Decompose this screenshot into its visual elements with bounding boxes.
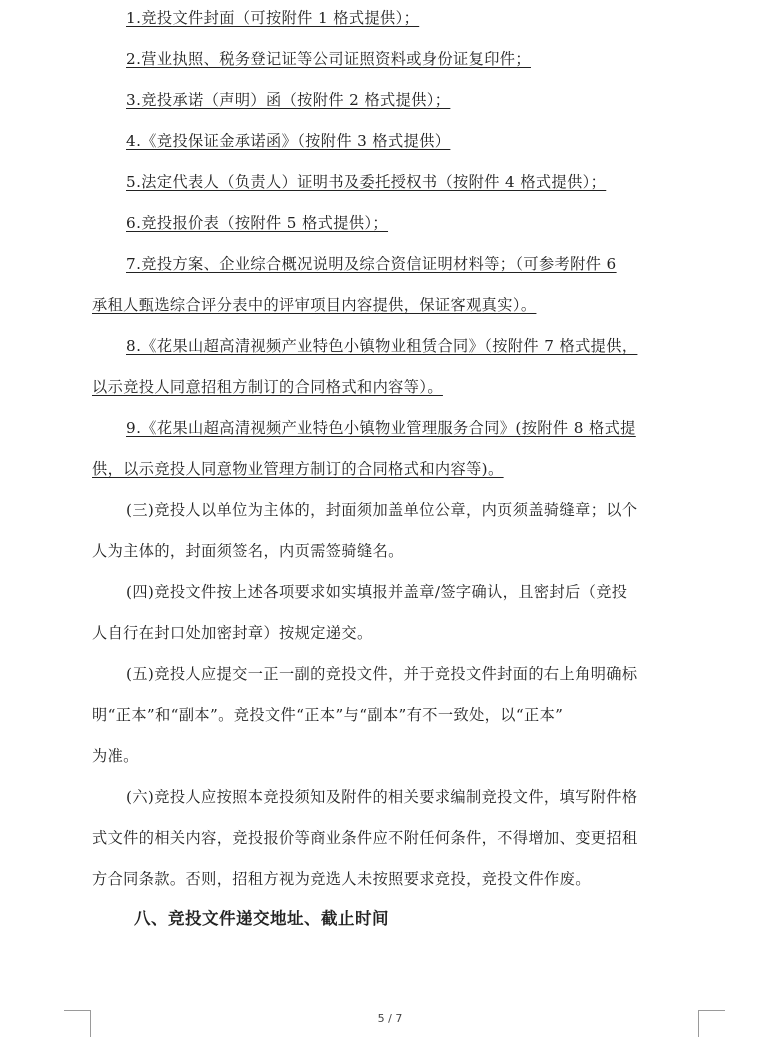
list-item-8-line-2: 以示竞投人同意招租方制订的合同格式和内容等）。	[92, 378, 443, 396]
list-item-7-line-1: 7.竞投方案、企业综合概况说明及综合资信证明材料等；（可参考附件 6	[126, 255, 617, 273]
list-item-2: 2.营业执照、税务登记证等公司证照资料或身份证复印件；	[126, 50, 531, 68]
list-item-9-line-1: 9.《花果山超高清视频产业特色小镇物业管理服务合同》(按附件 8 格式提	[126, 419, 636, 437]
paragraph-4-line-1: (四)竞投文件按上述各项要求如实填报并盖章/签字确认，且密封后（竞投	[126, 583, 628, 601]
paragraph-4-line-2: 人自行在封口处加密封章）按规定递交。	[92, 624, 373, 642]
list-item-1: 1.竞投文件封面（可按附件 1 格式提供）；	[126, 9, 420, 27]
list-item-5: 5.法定代表人（负责人）证明书及委托授权书（按附件 4 格式提供）；	[126, 173, 607, 191]
paragraph-5-line-3: 为准。	[92, 747, 139, 765]
paragraph-3-line-2: 人为主体的，封面须签名，内页需签骑缝名。	[92, 542, 404, 560]
list-item-9-line-2: 供，以示竞投人同意物业管理方制订的合同格式和内容等)。	[92, 460, 504, 478]
paragraph-5-line-2: 明“正本”和“副本”。竞投文件“正本”与“副本”有不一致处，以“正本”	[92, 706, 564, 724]
paragraph-5-line-1: (五)竞投人应提交一正一副的竞投文件，并于竞投文件封面的右上角明确标	[126, 665, 638, 683]
list-item-6: 6.竞投报价表（按附件 5 格式提供）；	[126, 214, 389, 232]
list-item-7-line-2: 承租人甄选综合评分表中的评审项目内容提供，保证客观真实）。	[92, 296, 537, 314]
list-item-8-line-1: 8.《花果山超高清视频产业特色小镇物业租赁合同》（按附件 7 格式提供，	[126, 337, 638, 355]
paragraph-6-line-3: 方合同条款。否则，招租方视为竞选人未按照要求竞投，竞投文件作废。	[92, 870, 591, 888]
section-heading: 八、竞投文件递交地址、截止时间	[134, 909, 389, 928]
paragraph-6-line-2: 式文件的相关内容，竞投报价等商业条件应不附任何条件，不得增加、变更招租	[92, 829, 638, 847]
list-item-4: 4.《竞投保证金承诺函》（按附件 3 格式提供）	[126, 132, 451, 150]
paragraph-6-line-1: (六)竞投人应按照本竞投须知及附件的相关要求编制竞投文件，填写附件格	[126, 788, 638, 806]
list-item-3: 3.竞投承诺（声明）函（按附件 2 格式提供）；	[126, 91, 451, 109]
paragraph-3-line-1: (三)竞投人以单位为主体的，封面须加盖单位公章，内页须盖骑缝章；以个	[126, 501, 638, 519]
page-number: 5 / 7	[377, 1012, 403, 1025]
